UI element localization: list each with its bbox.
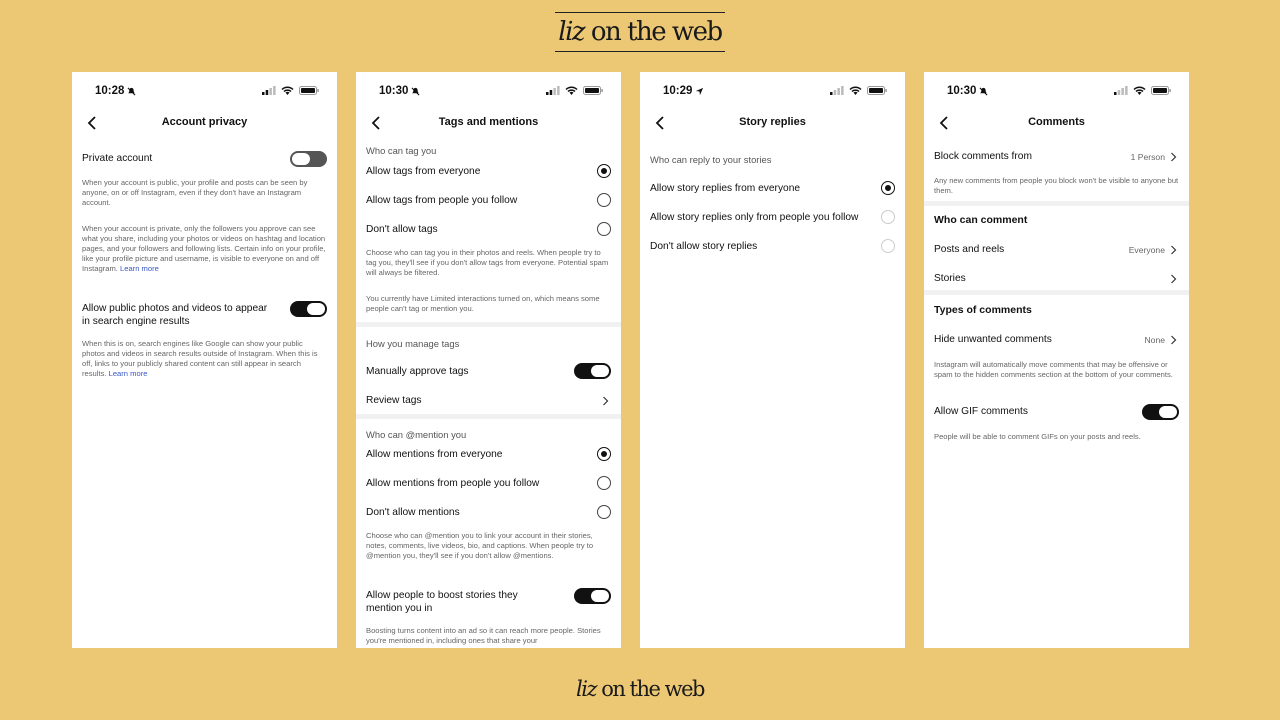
- who-can-comment-heading: Who can comment: [934, 214, 1028, 226]
- battery-icon: [1151, 86, 1171, 95]
- tag-radio-none[interactable]: [597, 222, 611, 236]
- chevron-right-icon: [1170, 274, 1177, 284]
- who-can-mention-heading: Who can @mention you: [366, 429, 467, 440]
- brand-wordmark: liz on the web: [558, 17, 722, 47]
- chevron-right-icon: [1170, 152, 1177, 162]
- page-title: Account privacy: [161, 116, 248, 128]
- divider: [924, 201, 1189, 206]
- reply-option-following[interactable]: Allow story replies only from people you follow: [650, 212, 859, 223]
- who-can-reply-heading: Who can reply to your stories: [650, 154, 772, 165]
- tag-option-everyone[interactable]: Allow tags from everyone: [366, 166, 481, 177]
- reply-option-none[interactable]: Don't allow story replies: [650, 241, 758, 252]
- mention-radio-everyone[interactable]: [597, 447, 611, 461]
- wifi-icon: [849, 86, 862, 95]
- search-engine-toggle[interactable]: [290, 301, 327, 317]
- block-comments-row[interactable]: Block comments from: [934, 151, 1032, 162]
- manage-tags-heading: How you manage tags: [366, 338, 460, 349]
- brand-logo-bottom: [560, 674, 720, 704]
- mention-help: Choose who can @mention you to link your account in their stories, notes, comments, live videos, bio, and captions. When people try to @mention you, they'll see if you don't allow @mentions.: [366, 531, 594, 560]
- allow-gif-toggle[interactable]: [1142, 404, 1179, 420]
- battery-icon: [299, 86, 319, 95]
- reply-radio-none[interactable]: [881, 239, 895, 253]
- phone-comments: [924, 72, 1189, 648]
- tag-radio-everyone[interactable]: [597, 164, 611, 178]
- battery-icon: [583, 86, 603, 95]
- phone-story-replies: [640, 72, 905, 648]
- block-comments-value: 1 Person: [1130, 152, 1165, 162]
- status-time: 10:30: [947, 85, 977, 97]
- block-help: Any new comments from people you block won't be visible to anyone but them.: [934, 176, 1179, 195]
- mute-bell-icon: [411, 87, 420, 96]
- posts-reels-value: Everyone: [1128, 245, 1165, 255]
- page-title: Story replies: [739, 116, 806, 128]
- status-bar: [356, 72, 621, 110]
- private-account-toggle[interactable]: [290, 151, 327, 167]
- status-bar: [924, 72, 1189, 110]
- status-time: 10:28: [95, 85, 125, 97]
- brand-wordmark: liz on the web: [576, 677, 704, 701]
- tag-option-none[interactable]: Don't allow tags: [366, 224, 438, 235]
- private-account-row[interactable]: Private account: [82, 153, 153, 164]
- chevron-right-icon: [1170, 245, 1177, 255]
- signal-icon: [830, 86, 844, 95]
- learn-more-link[interactable]: Learn more: [120, 264, 159, 273]
- mute-bell-icon: [979, 87, 988, 96]
- phone-tags-and-mentions: [356, 72, 621, 648]
- signal-icon: [262, 86, 276, 95]
- tag-radio-following[interactable]: [597, 193, 611, 207]
- location-arrow-icon: [695, 87, 704, 96]
- mention-radio-none[interactable]: [597, 505, 611, 519]
- posts-reels-row[interactable]: Posts and reels: [934, 244, 1005, 255]
- who-can-tag-heading: Who can tag you: [366, 145, 437, 156]
- gif-help: People will be able to comment GIFs on your posts and reels.: [934, 432, 1141, 441]
- wifi-icon: [281, 86, 294, 95]
- boost-help: Boosting turns content into an ad so it can reach more people. Stories you're mentioned in, including ones that share your: [366, 626, 601, 645]
- chevron-right-icon: [602, 396, 609, 406]
- review-tags-row[interactable]: Review tags: [366, 395, 422, 406]
- status-time: 10:29: [663, 85, 693, 97]
- limited-interactions-help: You currently have Limited interactions turned on, which means some people can't tag or mention you.: [366, 294, 600, 313]
- search-engine-help: When this is on, search engines like Google can show your public photos and videos in search results outside of Instagram. When this is off, links to your publicly shared content can still appear in search results. Learn more: [82, 339, 318, 378]
- hide-unwanted-value: None: [1144, 335, 1165, 345]
- battery-icon: [867, 86, 887, 95]
- mute-bell-icon: [127, 87, 136, 96]
- stories-row[interactable]: Stories: [934, 273, 966, 284]
- boost-stories-toggle[interactable]: [574, 588, 611, 604]
- manually-approve-toggle[interactable]: [574, 363, 611, 379]
- manually-approve-row[interactable]: Manually approve tags: [366, 366, 469, 377]
- reply-radio-everyone[interactable]: [881, 181, 895, 195]
- boost-stories-row[interactable]: Allow people to boost stories they mention you in: [366, 590, 518, 614]
- page-title: Tags and mentions: [438, 116, 539, 128]
- public-account-help: When your account is public, your profile and posts can be seen by anyone, on or off Instagram, even if they don't have an Instagram account.: [82, 178, 308, 207]
- hide-unwanted-row[interactable]: Hide unwanted comments: [934, 334, 1052, 345]
- divider: [356, 322, 621, 327]
- status-bar: [72, 72, 337, 110]
- brand-logo-top: [555, 12, 725, 52]
- wifi-icon: [1133, 86, 1146, 95]
- mention-option-none[interactable]: Don't allow mentions: [366, 507, 460, 518]
- tag-option-following[interactable]: Allow tags from people you follow: [366, 195, 518, 206]
- signal-icon: [1114, 86, 1128, 95]
- signal-icon: [546, 86, 560, 95]
- private-account-help: When your account is private, only the followers you approve can see what you share, including your photos or videos on hashtag and location pages, and your followers and following lists. Certain info on your profile, like your profile picture and username, is visible to everyone on and off Instagram. Learn more: [82, 224, 326, 273]
- divider: [924, 290, 1189, 295]
- reply-radio-following[interactable]: [881, 210, 895, 224]
- mention-radio-following[interactable]: [597, 476, 611, 490]
- types-of-comments-heading: Types of comments: [934, 304, 1032, 316]
- phone-account-privacy: [72, 72, 337, 648]
- learn-more-link-2[interactable]: Learn more: [108, 369, 148, 378]
- mention-option-following[interactable]: Allow mentions from people you follow: [366, 478, 540, 489]
- wifi-icon: [565, 86, 578, 95]
- search-engine-row[interactable]: Allow public photos and videos to appear in search engine results: [82, 303, 268, 327]
- mention-option-everyone[interactable]: Allow mentions from everyone: [366, 449, 503, 460]
- allow-gif-row[interactable]: Allow GIF comments: [934, 406, 1028, 417]
- divider: [356, 414, 621, 419]
- hide-unwanted-help: Instagram will automatically move comments that may be offensive or spam to the hidden comments section at the bottom of your comments.: [934, 360, 1173, 379]
- status-bar: [640, 72, 905, 110]
- tag-help: Choose who can tag you in their photos and reels. When people try to tag you, they'll see if you don't allow tags from everyone. Potential spam will always be filtered.: [366, 248, 609, 277]
- chevron-right-icon: [1170, 335, 1177, 345]
- status-time: 10:30: [379, 85, 409, 97]
- page-title: Comments: [1028, 116, 1085, 128]
- reply-option-everyone[interactable]: Allow story replies from everyone: [650, 183, 801, 194]
